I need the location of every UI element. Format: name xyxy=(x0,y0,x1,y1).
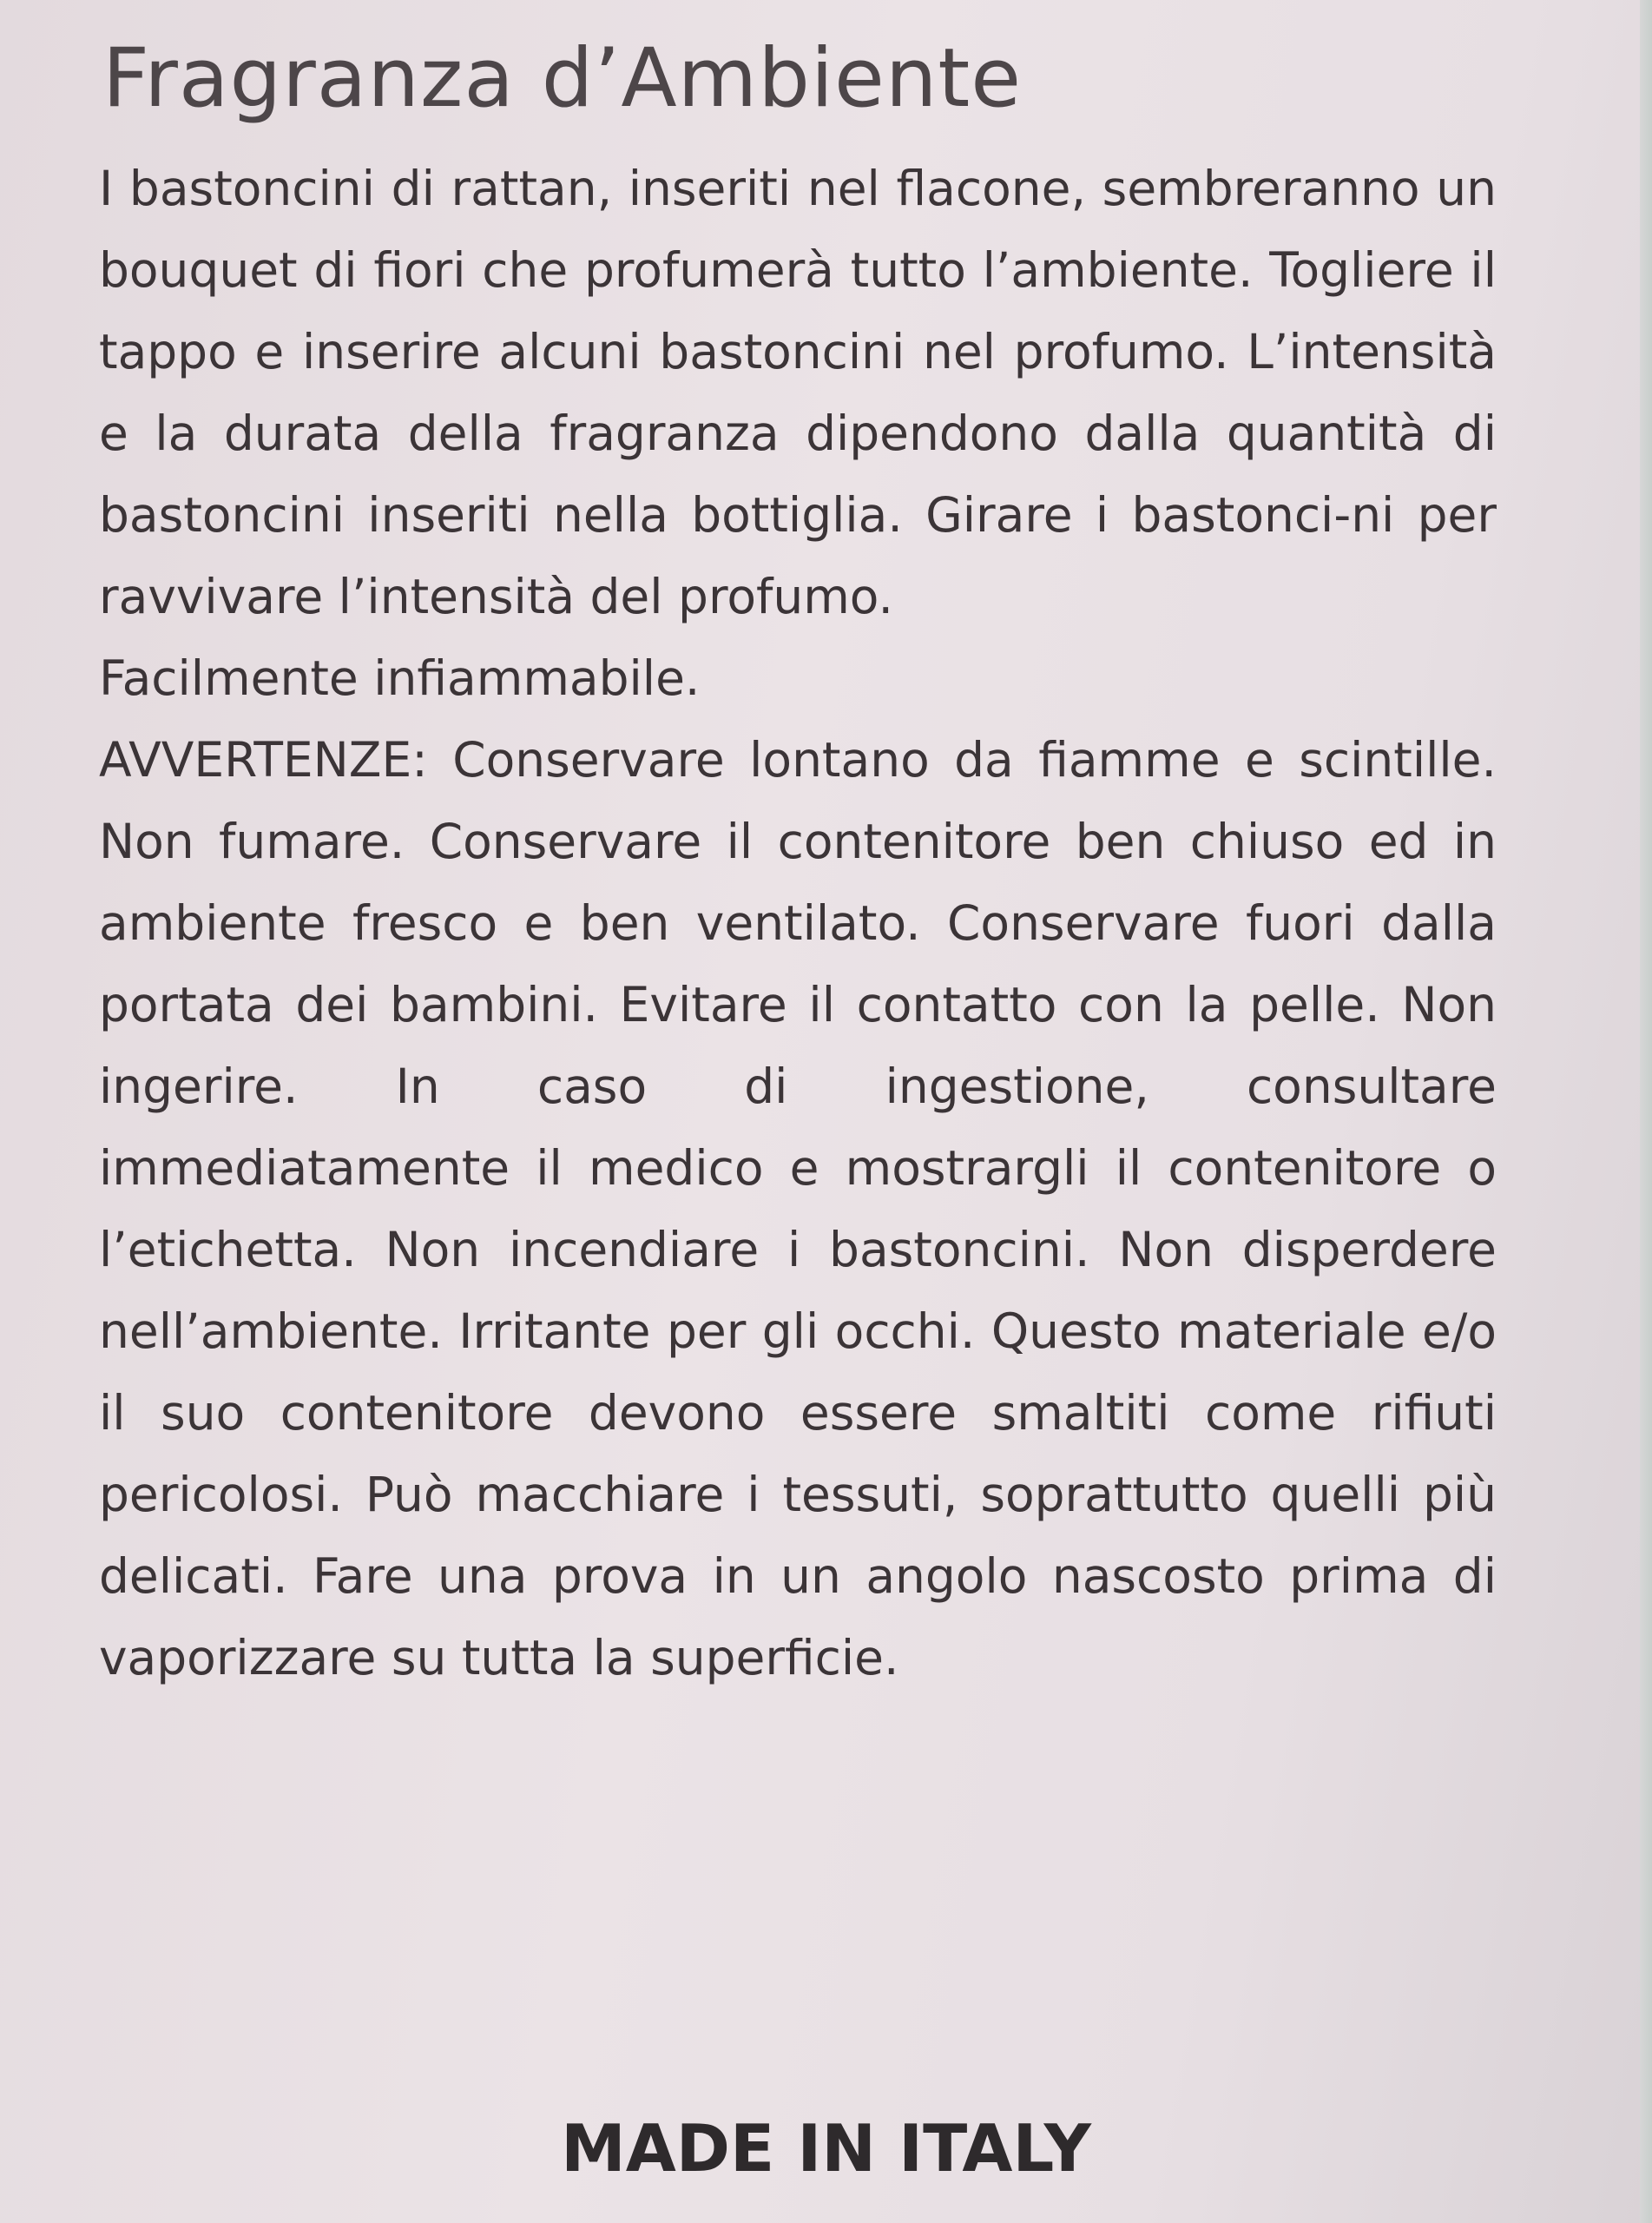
packaging-edge xyxy=(1640,0,1652,2223)
flammability-notice: Facilmente infiammabile. xyxy=(99,650,701,706)
origin-mark: MADE IN ITALY xyxy=(561,2110,1091,2187)
label-body xyxy=(99,148,1497,1699)
warnings-text: AVVERTENZE: Conservare lontano da fiamme e scintille. Non fumare. Conservare il contenitore ben chiuso ed in ambiente fresco e ben ventilato. Conservare fuori dalla portata dei bambini. Evitare il contatto con la pelle. Non ingerire. In caso di ingestione, consultare immediatamente il medico e mostrargli il contenitore o l’etichetta. Non incendiare i bastoncini. Non disperdere nell’ambiente. Irritante per gli occhi. Questo materiale e/o il suo contenitore devono essere smaltiti come rifiuti pericolosi. Può macchiare i tessuti, soprattutto quelli più delicati. Fare una prova in un angolo nascosto prima di vaporizzare su tutta la superficie. xyxy=(99,732,1497,1685)
usage-instructions: I bastoncini di rattan, inseriti nel flacone, sembreranno un bouquet di fiori che profumerà tutto l’ambiente. Togliere il tappo e inserire alcuni bastoncini nel profumo. L’intensità e la durata della fragranza dipendono dalla quantità di bastoncini inseriti nella bottiglia. Girare i bastonci-ni per ravvivare l’intensità del profumo. xyxy=(99,161,1497,624)
label-title: Fragranza d’Ambiente xyxy=(102,31,1023,126)
